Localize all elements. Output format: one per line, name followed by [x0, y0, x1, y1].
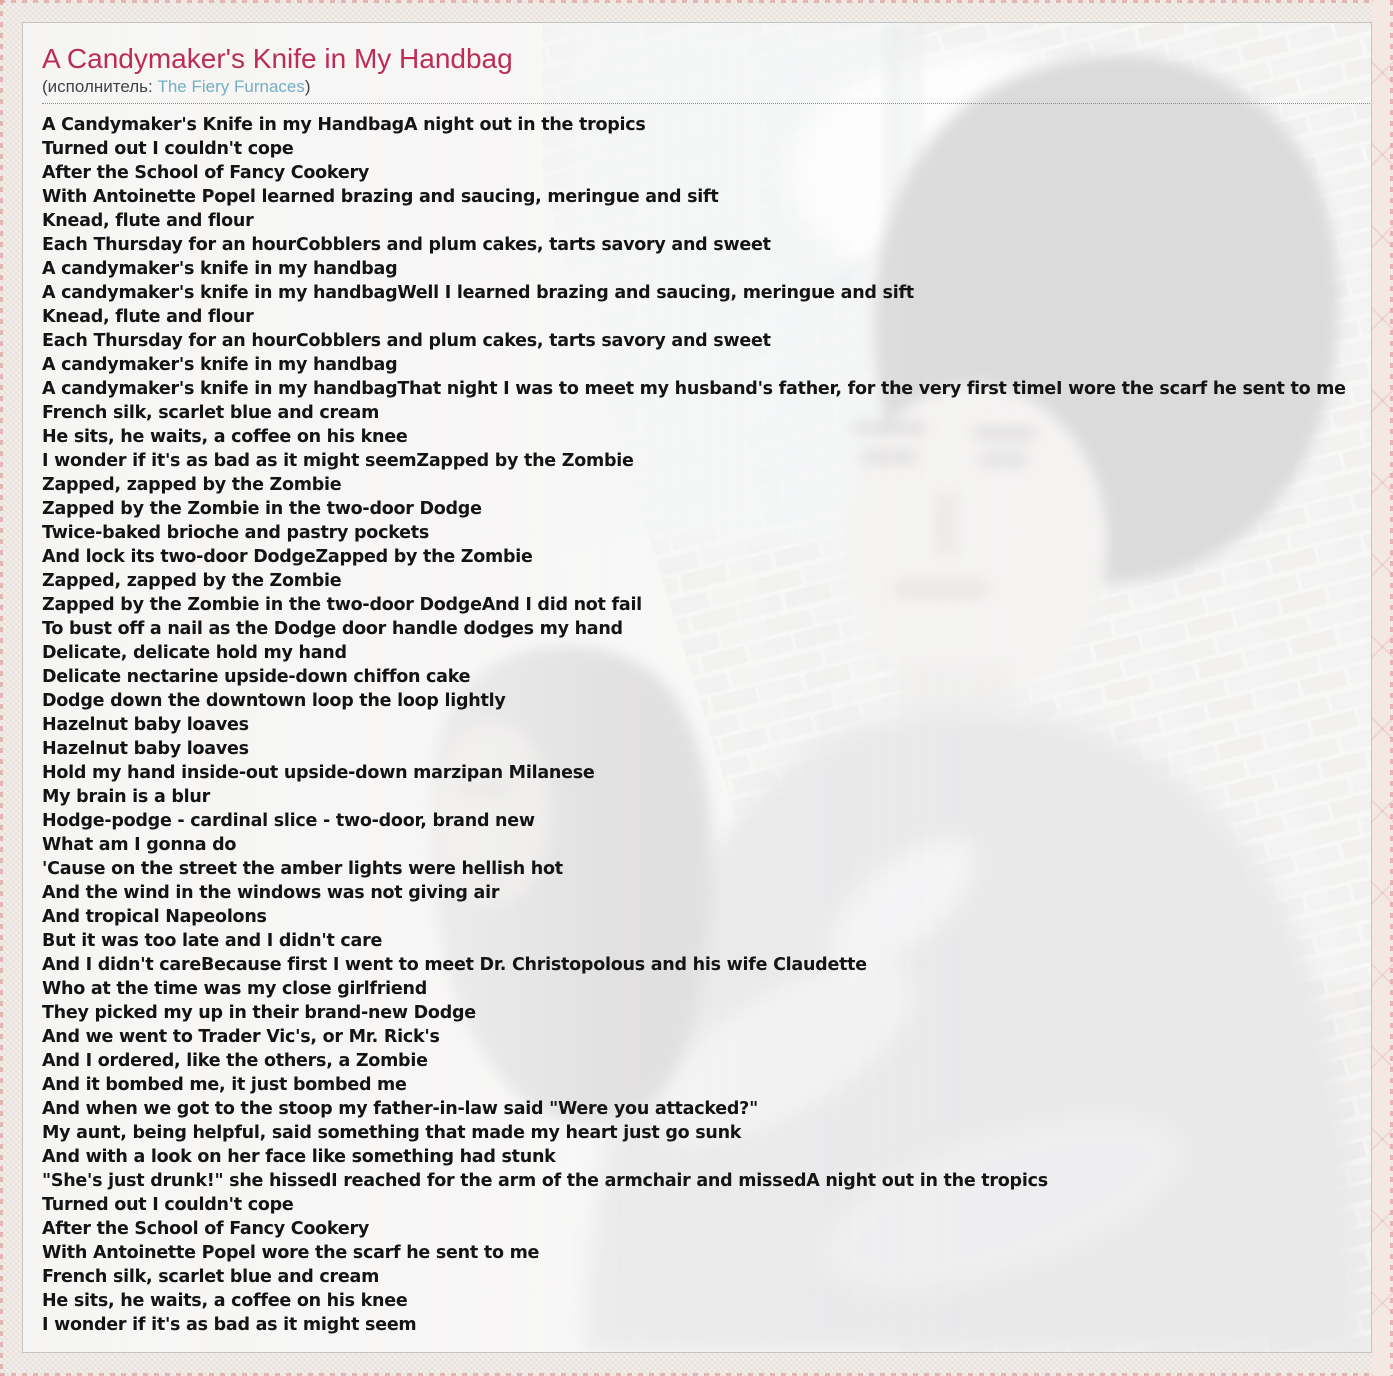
- dotted-separator: [42, 103, 1370, 104]
- lyrics-line: Twice-baked brioche and pastry pockets: [42, 523, 430, 543]
- lyrics-line: Hazelnut baby loaves: [42, 739, 249, 759]
- lyrics-line: My aunt, being helpful, said something that made my heart just go sunk: [42, 1123, 742, 1143]
- lyrics-line: And with a look on her face like something had stunk: [42, 1147, 556, 1167]
- lyrics-line: And lock its two-door DodgeZapped by the Zombie: [42, 547, 533, 567]
- lyrics-line: And it bombed me, it just bombed me: [42, 1075, 407, 1095]
- lyrics-line: Zapped, zapped by the Zombie: [42, 475, 342, 495]
- lyrics-line: And when we got to the stoop my father-in-law said "Were you attacked?": [42, 1099, 758, 1119]
- artist-line: [42, 77, 1371, 97]
- lyrics-line: French silk, scarlet blue and cream: [42, 1267, 380, 1287]
- lyrics-line: And the wind in the windows was not giving air: [42, 883, 500, 903]
- lyrics-line: After the School of Fancy Cookery: [42, 163, 369, 183]
- lyrics-line: Each Thursday for an hourCobblers and plum cakes, tarts savory and sweet: [42, 235, 771, 255]
- lyrics-line: Who at the time was my close girlfriend: [42, 979, 427, 999]
- frame-stitch-left: [0, 0, 3, 1376]
- lyrics-line: To bust off a nail as the Dodge door handle dodges my hand: [42, 619, 623, 639]
- artist-label-prefix: (исполнитель:: [42, 77, 158, 96]
- lyrics-line: What am I gonna do: [42, 835, 237, 855]
- lyrics-line: A Candymaker's Knife in my HandbagA night out in the tropics: [42, 115, 646, 135]
- lyrics-line: Turned out I couldn't cope: [42, 1195, 294, 1215]
- lyrics-line: A candymaker's knife in my handbag: [42, 355, 398, 375]
- lyrics-line: I wonder if it's as bad as it might seemZapped by the Zombie: [42, 451, 634, 471]
- lyrics-line: "She's just drunk!" she hissedI reached for the arm of the armchair and missedA night out in the tropics: [42, 1171, 1048, 1191]
- lyrics-line: Hold my hand inside-out upside-down marzipan Milanese: [42, 763, 595, 783]
- lyrics-line: I wonder if it's as bad as it might seem: [42, 1315, 417, 1335]
- lyrics-line: He sits, he waits, a coffee on his knee: [42, 427, 408, 447]
- lyrics: [42, 113, 1371, 1337]
- lyrics-line: Delicate, delicate hold my hand: [42, 643, 347, 663]
- lyrics-line: With Antoinette Popel wore the scarf he sent to me: [42, 1243, 540, 1263]
- lyrics-line: Each Thursday for an hourCobblers and plum cakes, tarts savory and sweet: [42, 331, 771, 351]
- page-content: [23, 23, 1371, 1337]
- page-title: A Candymaker's Knife in My Handbag: [42, 43, 513, 74]
- lyrics-line: Knead, flute and flour: [42, 307, 254, 327]
- lyrics-line: And I didn't careBecause first I went to meet Dr. Christopolous and his wife Claudette: [42, 955, 867, 975]
- lyrics-line: A candymaker's knife in my handbagThat night I was to meet my husband's father, for the very first timeI wore the scarf he sent to me: [42, 379, 1346, 399]
- lyrics-line: Hodge-podge - cardinal slice - two-door, brand new: [42, 811, 535, 831]
- lyrics-line: And tropical Napeolons: [42, 907, 267, 927]
- lyrics-line: After the School of Fancy Cookery: [42, 1219, 369, 1239]
- lyrics-line: Zapped, zapped by the Zombie: [42, 571, 342, 591]
- lyrics-line: And I ordered, like the others, a Zombie: [42, 1051, 428, 1071]
- frame-stitch-top: [0, 0, 1393, 3]
- artist-label-suffix: ): [304, 77, 311, 96]
- lyrics-line: Dodge down the downtown loop the loop lightly: [42, 691, 506, 711]
- lyrics-line: He sits, he waits, a coffee on his knee: [42, 1291, 408, 1311]
- lyrics-line: A candymaker's knife in my handbagWell I learned brazing and saucing, meringue and sift: [42, 283, 914, 303]
- lyrics-line: Zapped by the Zombie in the two-door DodgeAnd I did not fail: [42, 595, 642, 615]
- lyrics-line: My brain is a blur: [42, 787, 210, 807]
- lyrics-line: Delicate nectarine upside-down chiffon cake: [42, 667, 471, 687]
- lyrics-line: But it was too late and I didn't care: [42, 931, 383, 951]
- lyrics-line: Knead, flute and flour: [42, 211, 254, 231]
- lyrics-line: Hazelnut baby loaves: [42, 715, 249, 735]
- lyrics-line: French silk, scarlet blue and cream: [42, 403, 380, 423]
- lyrics-line: Turned out I couldn't cope: [42, 139, 294, 159]
- content-box: [22, 22, 1372, 1353]
- lyrics-line: A candymaker's knife in my handbag: [42, 259, 398, 279]
- artist-link[interactable]: The Fiery Furnaces: [157, 77, 305, 96]
- lyrics-line: 'Cause on the street the amber lights were hellish hot: [42, 859, 563, 879]
- lyrics-line: And we went to Trader Vic's, or Mr. Rick's: [42, 1027, 440, 1047]
- lyrics-line: They picked my up in their brand-new Dodge: [42, 1003, 476, 1023]
- lyrics-line: Zapped by the Zombie in the two-door Dodge: [42, 499, 482, 519]
- lyrics-line: With Antoinette Popel learned brazing and saucing, meringue and sift: [42, 187, 719, 207]
